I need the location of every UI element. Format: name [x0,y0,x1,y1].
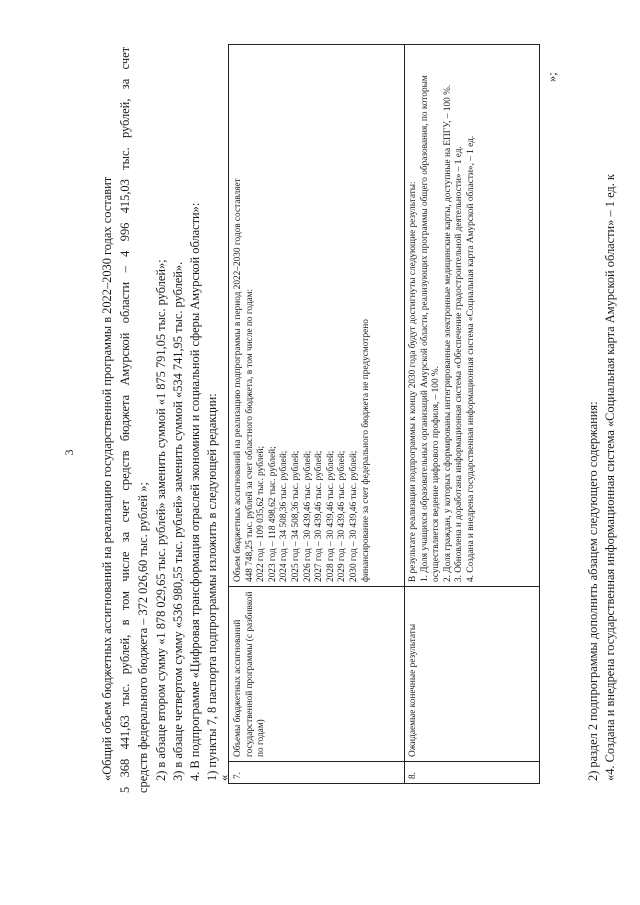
row-name: Объемы бюджетных ассигнований государственной программы (с разбивкой по годам) [229,586,404,761]
row-number: 7. [229,761,404,783]
result-item: 4. Создана и внедрена государственная информационная система «Социальная карта Амурской области», – 1 ед. [465,135,476,582]
result-item: 2. Доля граждан, у которых сформированы интегрированные электронные медицинские карты, доступные на ЕПГУ, – 100 %. [442,84,453,582]
row-value [404,45,539,586]
intro-paragraph-line: «Общий объем бюджетных ассигнований на реализацию государственной программы в 2022–2030 годах составит [100,176,114,781]
budget-year-line: 2027 год – 30 439,46 тыс. рублей; [314,450,325,582]
table-row-7 [229,45,405,783]
budget-year-line: 2030 год – 30 439,46 тыс. рублей; [348,450,359,582]
row-number: 8. [404,761,539,783]
new-paragraph: «4. Создана и внедрена государственная информационная система «Социальная карта Амурской области» – 1 ед. к [603,174,617,781]
result-item: 1. Доля учащихся образовательных организаций Амурской области, реализующих программы общего образования, по которым осуществляется ведение цифрового профиля, – 100 %. [419,75,442,582]
budget-year-line: 2025 год – 34 508,36 тыс. рублей; [290,450,301,582]
amendment-item-3: 3) в абзаце четвертом сумму «536 980,55 тыс. рублей» заменить суммой «534 741,95 тыс. рублей». [171,261,185,781]
budget-year-line: 2029 год – 30 439,46 тыс. рублей; [337,450,348,582]
budget-year-line: 2028 год – 30 439,46 тыс. рублей; [325,450,336,582]
budget-line: финансирование за счет федерального бюджета не предусмотрено [360,319,371,582]
page-number: 3 [62,449,76,456]
row-name: Ожидаемые конечные результаты [404,586,539,761]
intro-paragraph-line: средств федерального бюджета – 372 026,60 тыс. рублей »; [136,482,150,793]
budget-year-line: 2026 год – 30 439,46 тыс. рублей; [302,450,313,582]
budget-line: Объем бюджетных ассигнований на реализацию подпрограммы в период 2022–2030 годов составляет [233,178,243,582]
result-item: В результате реализации подпрограммы к концу 2030 года будут достигнуты следующие результаты: [408,181,418,582]
budget-year-line: 2024 год – 34 508,36 тыс. рублей; [279,450,290,582]
budget-year-line: 2022 год – 109 035,62 тыс. рублей; [256,445,267,582]
amendment-item-2: 2) в абзаце втором сумму «1 878 029,65 тыс. рублей» заменить суммой «1 875 791,05 тыс. рублей»; [154,259,168,781]
section-heading: 4. В подпрограмме «Цифровая трансформация отраслей экономики и социальной сферы Амурской области»: [188,202,202,781]
amendment-item-1: 1) пункты 7, 8 паспорта подпрограммы изложить в следующей редакции: [205,393,219,781]
budget-year-line: 2023 год – 118 498,62 тыс. рублей; [267,446,278,582]
table-row-8 [404,45,539,783]
passport-table [228,44,540,784]
closing-quote: »; [545,72,559,82]
result-item: 3. Обновлена и доработана информационная система «Обеспечение градостроительной деятельности» – 1 ед. [454,146,465,582]
row-value [229,45,404,586]
amendment-item-2-section: 2) раздел 2 подпрограммы дополнить абзацем следующего содержания: [586,401,600,781]
intro-paragraph-line: 5 368 441,63 тыс. рублей, в том числе за счет средств бюджета Амурской области – 4 996 415,03 тыс. рублей, за счет [118,47,132,793]
opening-quote: « [217,774,231,781]
budget-line: 448 748,25 тыс. рублей за счет областного бюджета, в том числе по годам: [244,288,255,582]
